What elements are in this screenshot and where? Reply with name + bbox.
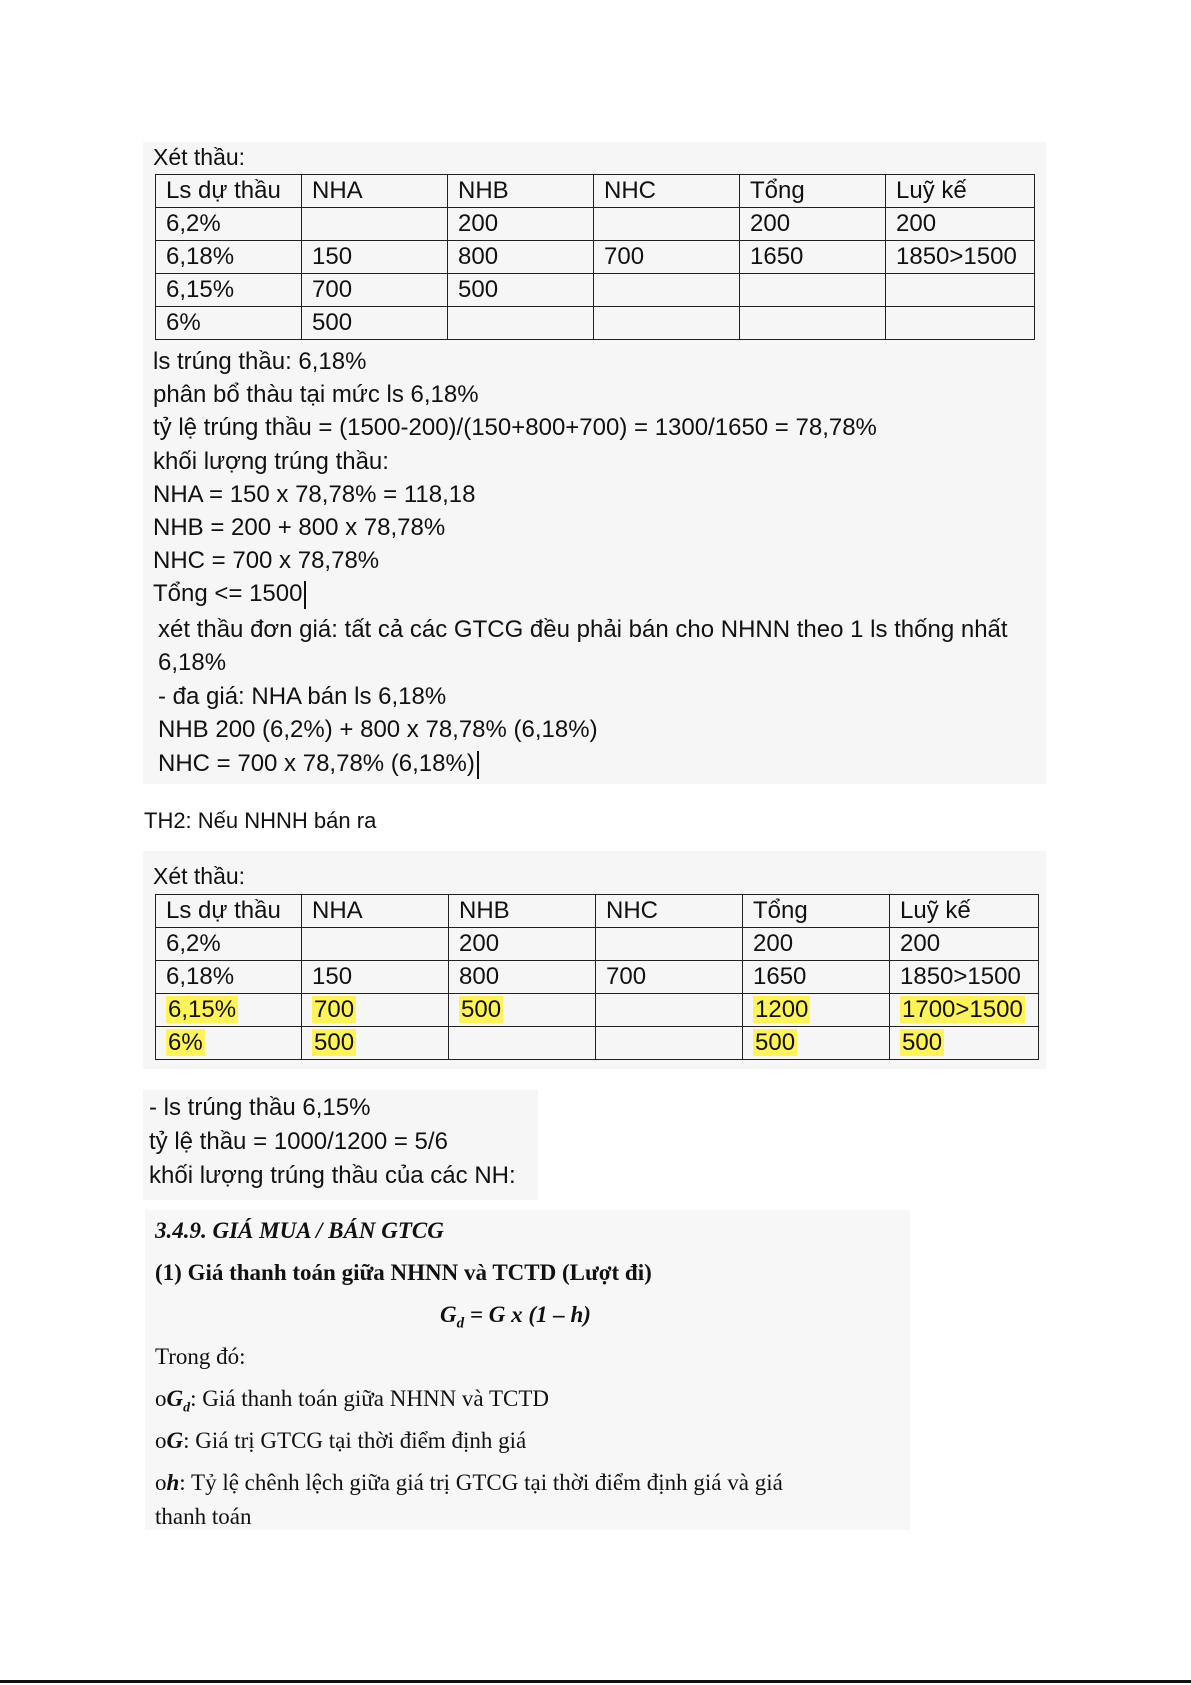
highlighted-value: 1700>1500	[902, 996, 1023, 1023]
case-label: TH2: Nếu NHNH bán ra	[144, 808, 377, 833]
text-line-content: Tổng <= 1500	[153, 580, 303, 607]
table-cell: 6,18%	[156, 961, 302, 994]
table-cell	[449, 1027, 596, 1060]
header-cell: NHB	[449, 895, 596, 928]
table-cell	[596, 1027, 743, 1060]
definition-continuation: thanh toán	[155, 1504, 252, 1529]
header-cell: Tổng	[743, 895, 890, 928]
text-line: NHB 200 (6,2%) + 800 x 78,78% (6,18%)	[158, 716, 598, 743]
table-cell: 1850>1500	[886, 241, 1035, 274]
text-line: - ls trúng thầu 6,15%	[149, 1094, 371, 1121]
table-cell	[886, 274, 1035, 307]
table-cell	[156, 1027, 302, 1060]
definition-symbol: h	[166, 1470, 180, 1495]
table-cell: 800	[448, 241, 594, 274]
table-cell: 500	[448, 274, 594, 307]
text-line: tỷ lệ thầu = 1000/1200 = 5/6	[149, 1128, 448, 1155]
table-row	[156, 208, 1035, 241]
highlighted-value: 500	[755, 1029, 796, 1056]
definition-subscript: d	[183, 1400, 191, 1416]
highlighted-value: 1200	[755, 996, 809, 1023]
textbook-excerpt	[145, 1210, 910, 1530]
table-cell	[886, 307, 1035, 340]
table-cell	[740, 274, 886, 307]
table-header-row	[156, 175, 1035, 208]
table-row	[156, 928, 1039, 961]
table-cell: 6,2%	[156, 928, 302, 961]
formula-symbol: G	[440, 1302, 457, 1327]
table-cell	[302, 208, 448, 241]
text-line	[153, 580, 306, 609]
header-cell: Luỹ kế	[886, 175, 1035, 208]
header-cell: Tổng	[740, 175, 886, 208]
text-line: NHB = 200 + 800 x 78,78%	[153, 514, 446, 541]
table-cell	[302, 928, 449, 961]
table-cell: 200	[890, 928, 1039, 961]
section-title: Xét thầu:	[153, 863, 246, 889]
text-line-content: NHC = 700 x 78,78% (6,18%)	[158, 750, 475, 777]
table-cell: 200	[886, 208, 1035, 241]
definition-item: oh: Tỷ lệ chênh lệch giữa giá trị GTCG tại thời điểm định giá và giá	[155, 1470, 783, 1495]
table-row-highlighted	[156, 994, 1039, 1027]
page-bottom-divider	[0, 1680, 1191, 1683]
table-cell	[594, 307, 740, 340]
header-cell: NHA	[302, 175, 448, 208]
table-cell: 150	[302, 241, 448, 274]
header-cell: NHA	[302, 895, 449, 928]
table-cell: 700	[596, 961, 743, 994]
table-cell: 1850>1500	[890, 961, 1039, 994]
text-line: khối lượng trúng thầu của các NH:	[149, 1162, 516, 1189]
table-row	[156, 274, 1035, 307]
table-cell: 500	[302, 307, 448, 340]
table-cell: 6,18%	[156, 241, 302, 274]
table-cell: 6%	[156, 307, 302, 340]
table-cell: 200	[449, 928, 596, 961]
definition-symbol: G	[166, 1386, 184, 1411]
table-cell: 700	[302, 274, 448, 307]
text-line: NHA = 150 x 78,78% = 118,18	[153, 481, 476, 508]
formula	[440, 1302, 591, 1333]
section-title: Xét thầu:	[153, 144, 246, 170]
header-cell: NHB	[448, 175, 594, 208]
highlighted-value: 500	[314, 1029, 355, 1056]
table-row	[156, 241, 1035, 274]
subsection-heading: (1) Giá thanh toán giữa NHNN và TCTD (Lượt đi)	[155, 1260, 652, 1285]
header-cell: NHC	[594, 175, 740, 208]
table-row	[156, 307, 1035, 340]
table-cell	[302, 994, 449, 1027]
definition-text: : Tỷ lệ chênh lệch giữa giá trị GTCG tại thời điểm định giá và giá	[179, 1470, 783, 1495]
text-line: phân bổ thàu tại mức ls 6,18%	[153, 381, 479, 408]
highlighted-value: 500	[461, 996, 502, 1023]
header-cell: Luỹ kế	[890, 895, 1039, 928]
where-label: Trong đó:	[155, 1344, 246, 1369]
table-cell: 6,15%	[156, 274, 302, 307]
bid-result-screenshot	[143, 1090, 538, 1200]
definition-item: oG: Giá trị GTCG tại thời điểm định giá	[155, 1428, 527, 1453]
text-line: ls trúng thầu: 6,18%	[153, 348, 367, 375]
text-line: - đa giá: NHA bán ls 6,18%	[158, 683, 447, 710]
table-cell: 6,2%	[156, 208, 302, 241]
table-cell	[890, 994, 1039, 1027]
bid-screenshot-1	[143, 142, 1046, 784]
table-cell: 200	[448, 208, 594, 241]
text-line: khối lượng trúng thầu:	[153, 448, 389, 475]
table-cell	[594, 208, 740, 241]
text-line	[158, 750, 479, 779]
table-cell	[594, 274, 740, 307]
definition-text: : Giá trị GTCG tại thời điểm định giá	[183, 1428, 527, 1453]
table-cell	[890, 1027, 1039, 1060]
highlighted-value: 700	[314, 996, 355, 1023]
table-cell: 150	[302, 961, 449, 994]
text-line: NHC = 700 x 78,78%	[153, 547, 380, 574]
text-line: xét thầu đơn giá: tất cả các GTCG đều phải bán cho NHNN theo 1 ls thống nhất	[158, 616, 1008, 643]
table-cell: 1650	[743, 961, 890, 994]
definition-text: : Giá thanh toán giữa NHNN và TCTD	[190, 1386, 550, 1411]
table-cell	[596, 994, 743, 1027]
header-cell: NHC	[596, 895, 743, 928]
table-cell	[302, 1027, 449, 1060]
definition-item: $oG_d$: Giá thanh toán giữa NHNN và TCTD	[155, 1386, 550, 1416]
table-row	[156, 961, 1039, 994]
formula-body: = G x (1 – h)	[464, 1302, 591, 1327]
table-header-row	[156, 895, 1039, 928]
table-cell: 800	[449, 961, 596, 994]
text-line: tỷ lệ trúng thầu = (1500-200)/(150+800+700) = 1300/1650 = 78,78%	[153, 414, 877, 441]
table-cell	[743, 1027, 890, 1060]
table-row-highlighted	[156, 1027, 1039, 1060]
highlighted-value: 6,15%	[168, 996, 237, 1023]
table-cell: 1650	[740, 241, 886, 274]
table-cell: 200	[743, 928, 890, 961]
table-cell	[448, 307, 594, 340]
text-line: 6,18%	[158, 649, 227, 676]
table-cell	[740, 307, 886, 340]
section-heading: 3.4.9. GIÁ MUA / BÁN GTCG	[155, 1218, 444, 1243]
highlighted-value: 6%	[168, 1029, 203, 1056]
bid-table-1	[155, 174, 1035, 340]
table-cell	[596, 928, 743, 961]
text-cursor-icon	[477, 751, 479, 779]
highlighted-value: 500	[902, 1029, 943, 1056]
definition-symbol: G	[166, 1428, 184, 1453]
table-cell: 200	[740, 208, 886, 241]
formula-subscript: d	[456, 1315, 465, 1332]
header-cell: Ls dự thầu	[156, 895, 302, 928]
table-cell	[156, 994, 302, 1027]
table-cell	[449, 994, 596, 1027]
header-cell: Ls dự thầu	[156, 175, 302, 208]
table-cell: 700	[594, 241, 740, 274]
bid-screenshot-2	[143, 851, 1046, 1069]
table-cell	[743, 994, 890, 1027]
text-cursor-icon	[304, 581, 306, 609]
bid-table-2	[155, 894, 1039, 1060]
